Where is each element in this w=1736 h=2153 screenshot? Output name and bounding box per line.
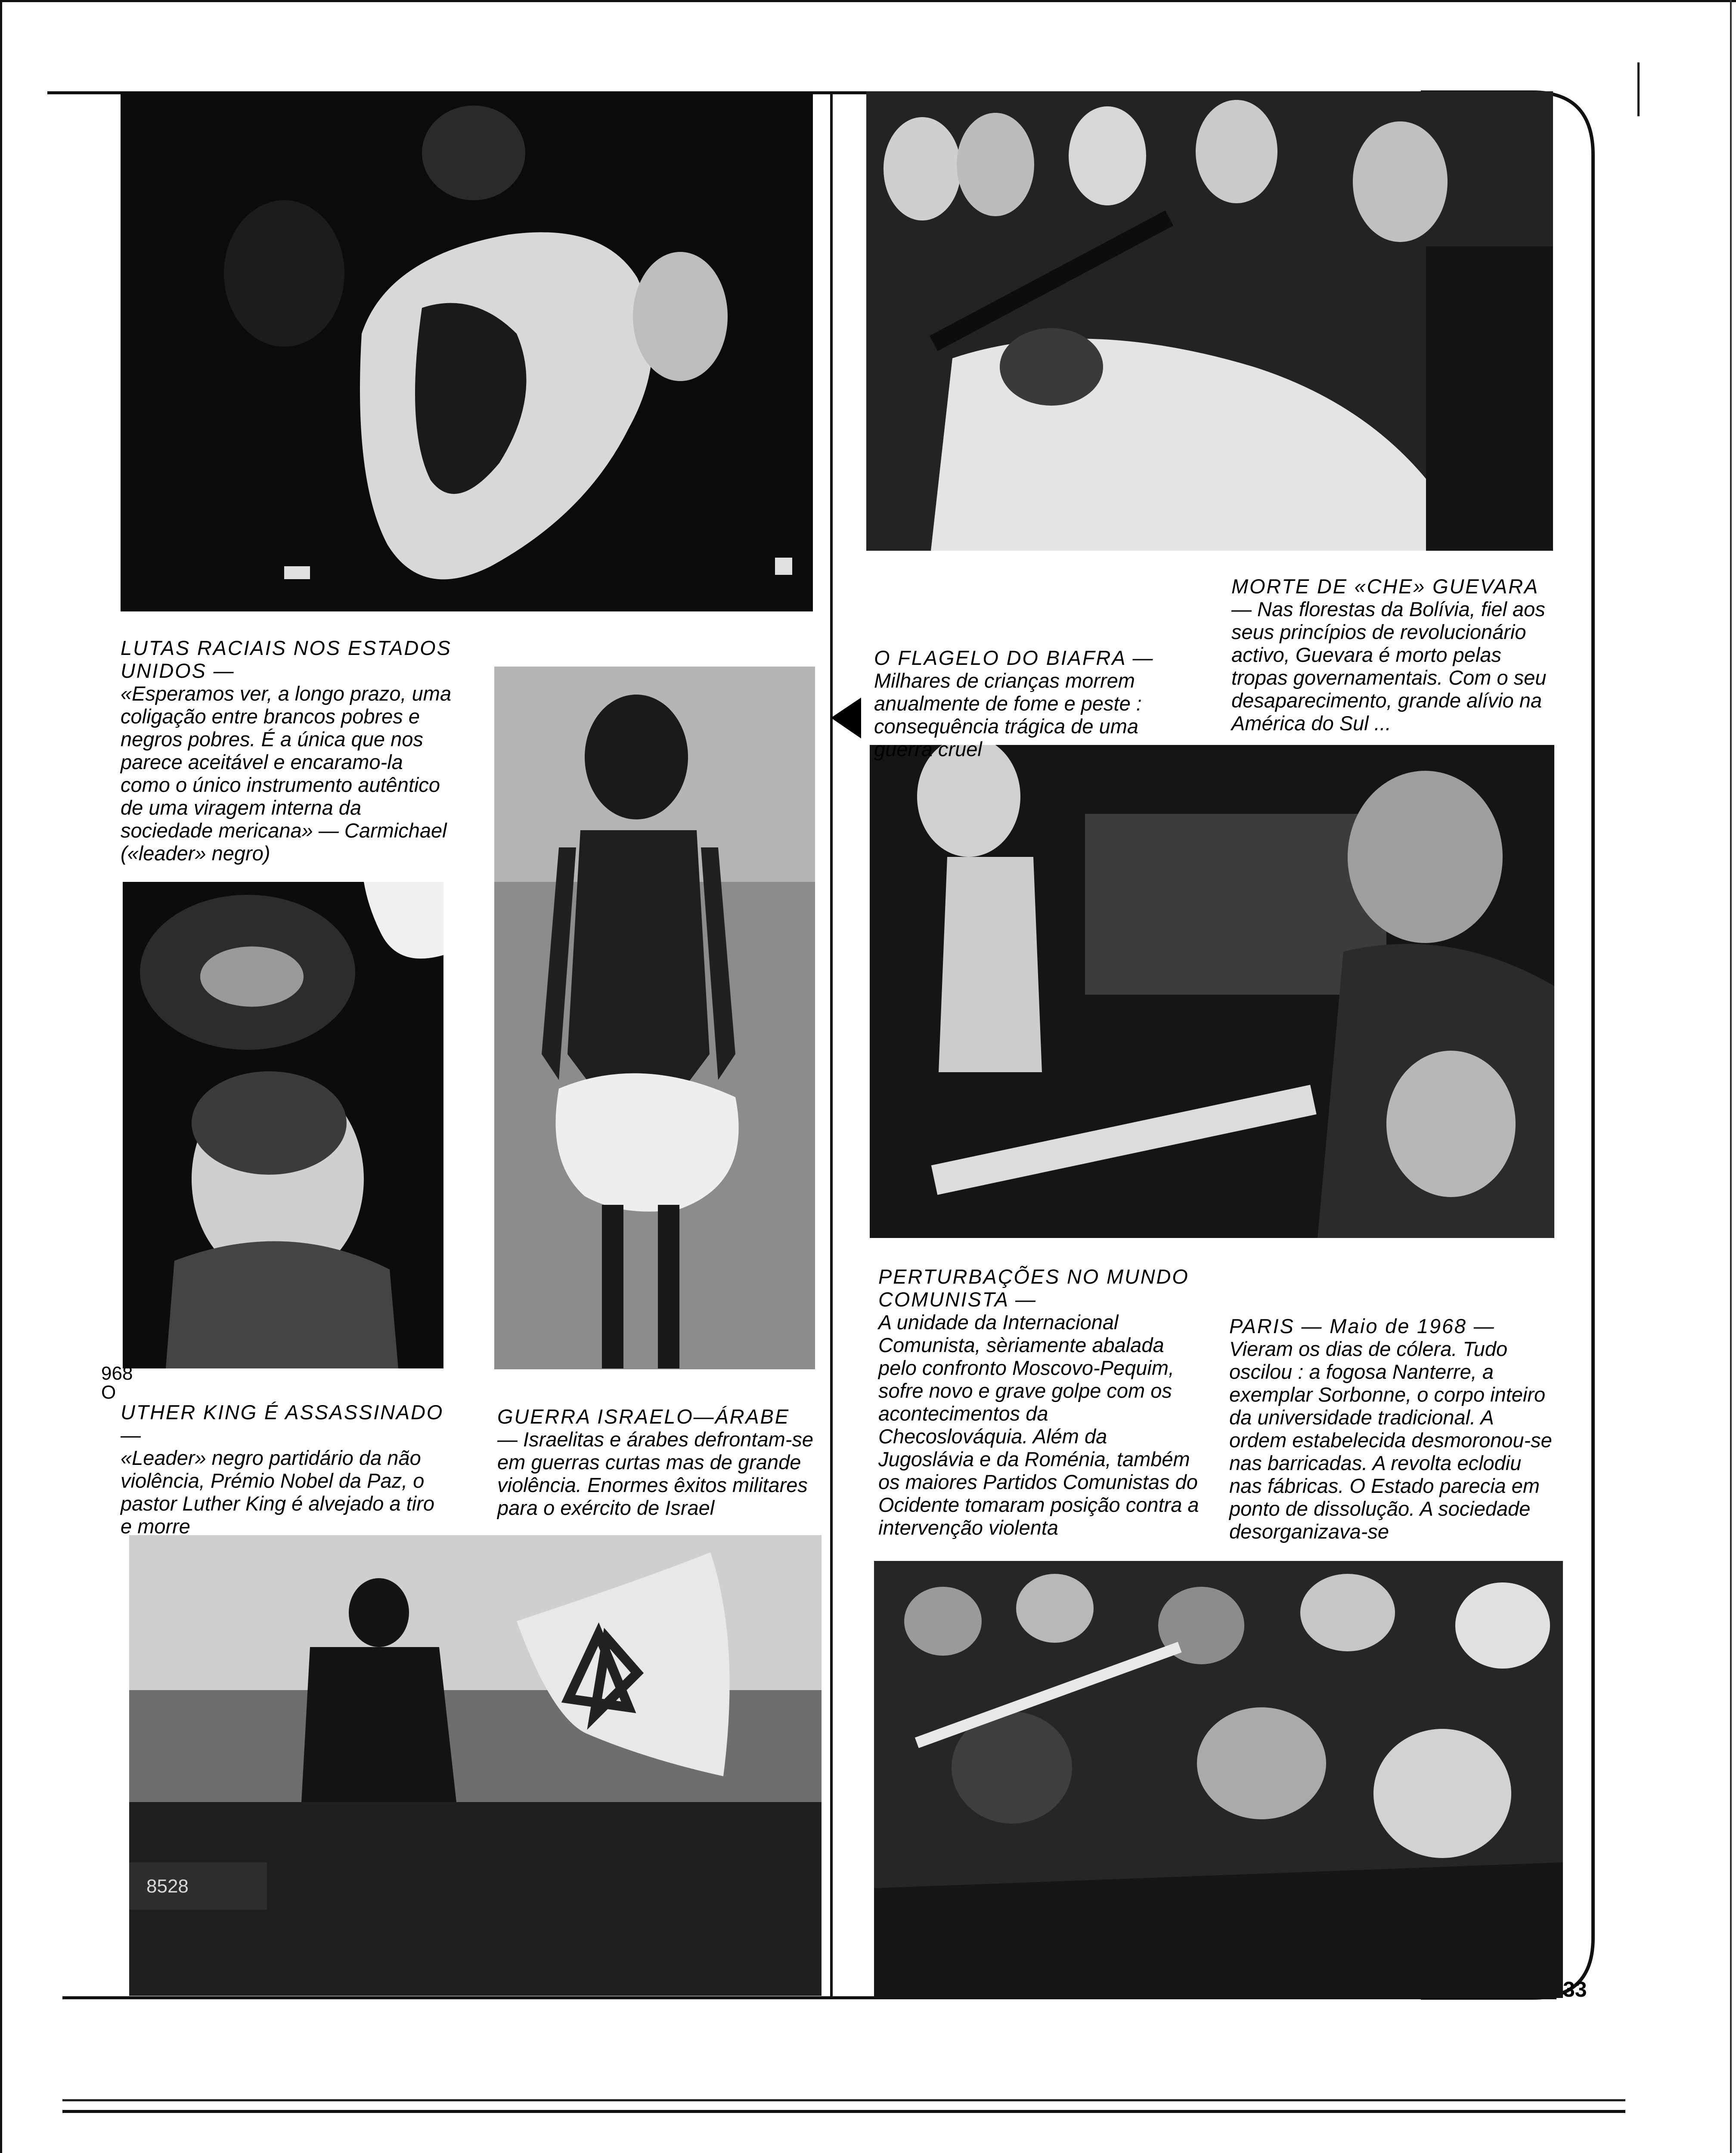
caption-racial-struggle-title: LUTAS RACIAIS NOS ESTADOS UNIDOS — [121,636,452,682]
stray-mark: 968 O [101,1363,133,1403]
caption-pointer-triangle [831,698,861,738]
caption-communist-world-title: PERTURBAÇÕES NO MUNDO COMUNISTA — [878,1265,1189,1311]
caption-israeli-arab-war-body: — Israelitas e árabes defrontam-se em guerras curtas mas de grande violência. Enormes êxitos militares para o exército de Israel [497,1428,814,1519]
photo-luther-king-children [123,882,443,1368]
caption-biafra-title: O FLAGELO DO BIAFRA — [874,646,1154,669]
caption-luther-king-body: «Leader» negro partidário da não violência, Prémio Nobel da Paz, o pastor Luther King é alvejado a tiro e morre [121,1446,434,1538]
caption-paris-1968-title: PARIS — Maio de 1968 — [1229,1315,1495,1337]
photo-che-guevara [866,91,1553,551]
right-margin-tick [1637,62,1640,116]
caption-paris-1968 [1229,1292,1552,1543]
caption-israeli-arab-war-title: GUERRA ISRAELO—ÁRABE [497,1405,790,1428]
footer-rule-2 [62,2110,1625,2113]
layout-center-divider [830,91,833,1999]
photo-paris-1968 [874,1561,1563,1998]
caption-luther-king-title: UTHER KING É ASSASSINADO — [121,1401,444,1446]
caption-che-guevara [1231,552,1550,735]
caption-paris-1968-body: Vieram os dias de cólera. Tudo oscilou : a fogosa Nanterre, a exemplar Sorbonne, o corpo inteiro da universidade tradicional. A ordem estabelecida desmoronou-se nas barricadas. A revolta eclodiu nas fábricas. O Estado parecia em ponto de dissolução. A sociedade desorganizava-se [1229,1337,1552,1543]
footer-rule-1 [62,2099,1625,2101]
photo-biafra-child [494,667,815,1369]
caption-luther-king [121,1378,446,1538]
photo-racial-struggle [121,93,813,611]
caption-racial-struggle [121,614,456,865]
caption-communist-world-body: A unidade da Internacional Comunista, sèriamente abalada pelo confronto Moscovo-Pequim, sofre novo e grave golpe com os acontecimentos da Checoslováquia. Além da Jugoslávia e da Roménia, também os maiores Partidos Comunistas do Ocidente tomaram posição contra a intervenção violenta [878,1311,1199,1539]
caption-che-guevara-body: — Nas florestas da Bolívia, fiel aos seus princípios de revolucionário activo, Guevara é morto pelas tropas governamentais. Com o seu desaparecimento, grande alívio na América do Sul ... [1231,598,1547,735]
page-left-edge-rule [0,0,2,2153]
page-number: 33 [1563,1977,1587,2001]
page-top-rule [0,0,1736,2]
caption-biafra [874,624,1188,760]
caption-racial-struggle-body: «Esperamos ver, a longo prazo, uma coligação entre brancos pobres e negros pobres. É a única que nos parece aceitável e encaramo-la como o único instrumento autêntico de uma viragem interna da sociedade mericana» — Carmichael («leader» negro) [121,682,452,865]
caption-communist-world [878,1242,1201,1539]
caption-biafra-body: Milhares de crianças morrem anualmente de fome e peste : consequência trágica de uma guerra cruel [874,669,1142,760]
caption-israeli-arab-war [497,1382,816,1519]
photo-communist-world [870,745,1554,1238]
svg-text:8528: 8528 [146,1876,189,1897]
photo-israel-flag [129,1535,822,1996]
page-right-edge-rule [1730,0,1732,2153]
caption-che-guevara-title: MORTE DE «CHE» GUEVARA [1231,575,1539,598]
